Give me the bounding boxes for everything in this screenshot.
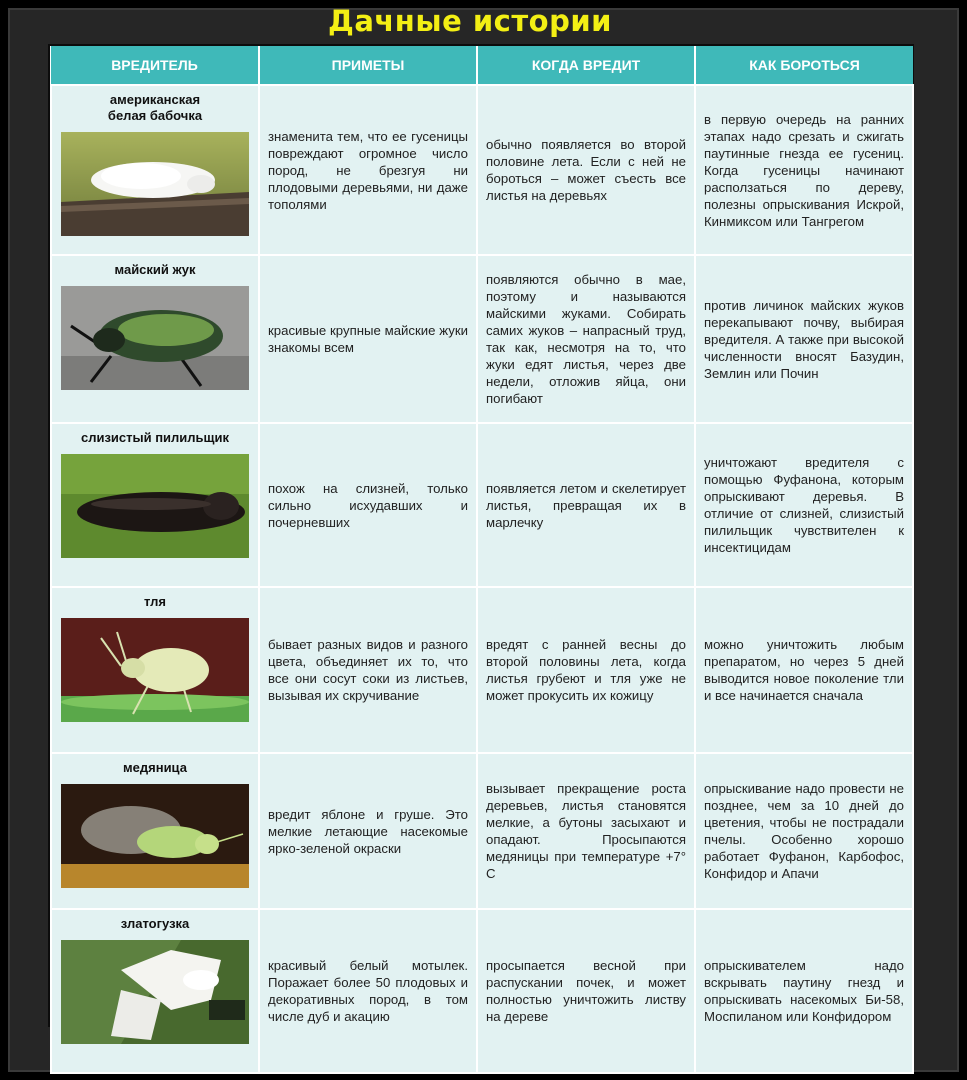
pest-table (48, 44, 914, 1027)
brown-tail-moth-photo (61, 940, 249, 1044)
pest-name: слизистый пилильщик (80, 430, 230, 445)
fight-cell: опрыскивателем надо вскрывать паутину гнезд и опрыскивать насекомых Би-58, Моспиланом или Конфидором (695, 909, 913, 1073)
pest-cell (51, 255, 259, 423)
fight-cell: в первую очередь на ранних этапах надо срезать и сжигать паутинные гнезда ее гусениц. Когда гусеницы начинают расползаться по дереву, полезны опрыскивания Искрой, Кинмиксом или Тангрегом (695, 85, 913, 255)
table-row (51, 85, 913, 255)
table-row (51, 255, 913, 423)
page-title: Дачные истории (328, 4, 612, 38)
table-row (51, 423, 913, 587)
when-cell: появляются обычно в мае, поэтому и называются майскими жуками. Собирать самих жуков – напрасный труд, так как, несмотря на то, что жуки едят листья, через две недели, отложив яйца, они погибают (477, 255, 695, 423)
pest-name: майский жук (114, 262, 196, 277)
when-cell: обычно появляется во второй половине лета. Если с ней не бороться – может съесть все листья на деревьях (477, 85, 695, 255)
header-pest: ВРЕДИТЕЛЬ (51, 46, 259, 85)
pest-cell (51, 587, 259, 753)
signs-cell: красивые крупные майские жуки знакомы всем (259, 255, 477, 423)
table-header-row (51, 46, 913, 85)
table-row (51, 587, 913, 753)
white-moth-photo (61, 132, 249, 236)
signs-cell: бывает разных видов и разного цвета, объединяет их то, что все они сосут соки из листьев, вызывая их скручивание (259, 587, 477, 753)
pest-cell (51, 85, 259, 255)
when-cell: просыпается весной при распускании почек, и может полностью уничтожить листву на дереве (477, 909, 695, 1073)
fight-cell: опрыскивание надо провести не позднее, чем за 10 дней до цветения, чтобы не пострадали пчелы. Особенно хорошо работает Фуфанон, Карбофос, Конфидор и Апачи (695, 753, 913, 909)
header-when: КОГДА ВРЕДИТ (477, 46, 695, 85)
pest-cell (51, 753, 259, 909)
fight-cell: против личинок майских жуков перекапывают почву, выбирая вредителя. А также при высокой численности вносят Базудин, Землин или Почин (695, 255, 913, 423)
sawfly-larva-photo (61, 454, 249, 558)
psyllid-photo (61, 784, 249, 888)
signs-cell: знаменита тем, что ее гусеницы повреждают огромное число пород, не брезгуя ни плодовыми деревьями, ни даже тополями (259, 85, 477, 255)
fight-cell: уничтожают вредителя с помощью Фуфанона, которым опрыскивают деревья. В отличие от слизней, слизистый пилильщик чувствителен к инсектицидам (695, 423, 913, 587)
pest-name: медяница (123, 760, 187, 775)
table-row (51, 909, 913, 1073)
when-cell: вредят с ранней весны до второй половины лета, когда листья грубеют и тля уже не может прокусить их кожицу (477, 587, 695, 753)
aphid-photo (61, 618, 249, 722)
signs-cell: похож на слизней, только сильно исхудавших и почерневших (259, 423, 477, 587)
table-row (51, 753, 913, 909)
header-signs: ПРИМЕТЫ (259, 46, 477, 85)
beetle-photo (61, 286, 249, 390)
pest-name: американская белая бабочка (107, 92, 203, 123)
pest-cell (51, 909, 259, 1073)
header-fight: КАК БОРОТЬСЯ (695, 46, 913, 85)
pest-table-grid (50, 46, 914, 1074)
pest-cell (51, 423, 259, 587)
signs-cell: вредит яблоне и груше. Это мелкие летающие насекомые ярко-зеленой окраски (259, 753, 477, 909)
pest-name: тля (143, 594, 167, 609)
signs-cell: красивый белый мотылек. Поражает более 50 плодовых и декоративных пород, в том числе дуб и акацию (259, 909, 477, 1073)
when-cell: появляется летом и скелетирует листья, превращая их в марлечку (477, 423, 695, 587)
when-cell: вызывает прекращение роста деревьев, листья становятся мелкие, а бутоны засыхают и опадают. Просыпаются медяницы при температуре +7° С (477, 753, 695, 909)
fight-cell: можно уничтожить любым препаратом, но через 5 дней выводится новое поколение тли и все начинается сначала (695, 587, 913, 753)
pest-name: златогузка (120, 916, 190, 931)
